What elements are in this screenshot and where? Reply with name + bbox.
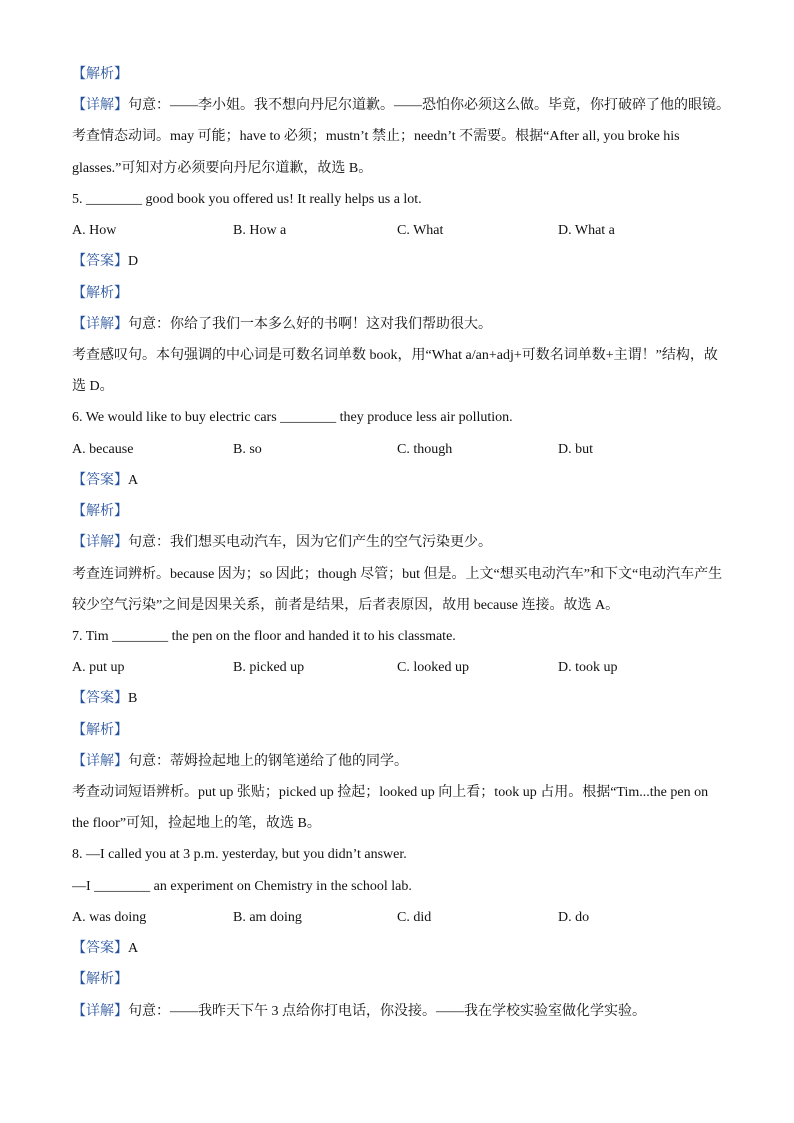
detail-row	[72, 309, 752, 340]
question-4-solution	[72, 59, 794, 184]
analysis-row	[72, 715, 752, 746]
answer-label: 【答案】	[72, 472, 128, 488]
question-6	[72, 402, 794, 621]
analysis-label: 【解析】	[72, 285, 128, 301]
option-c: C. did	[397, 909, 432, 925]
explanation-line: 考查感叹句。本句强调的中心词是可数名词单数 book，用“What a/an+adj+可数名词单数+主谓！”结构，故	[72, 347, 718, 363]
answer-row	[72, 683, 752, 714]
detail-label: 【详解】	[72, 98, 128, 114]
answer-label: 【答案】	[72, 941, 128, 957]
detail-label: 【详解】	[72, 753, 128, 769]
question-stem: 6. We would like to buy electric cars ________ they produce less air pollution.	[72, 410, 513, 426]
analysis-label: 【解析】	[72, 722, 128, 738]
question-stem: —I ________ an experiment on Chemistry in the school lab.	[72, 878, 412, 894]
detail-text: 句意：——李小姐。我不想向丹尼尔道歉。——恐怕你必须这么做。毕竟，你打破碎了他的眼镜。	[128, 98, 730, 114]
option-a: A. How	[72, 223, 117, 239]
option-d: D. took up	[558, 660, 618, 676]
option-row	[72, 652, 752, 683]
analysis-row	[72, 278, 752, 309]
question-8	[72, 839, 794, 1026]
analysis-row	[72, 59, 752, 90]
question-stem: 8. —I called you at 3 p.m. yesterday, but you didn’t answer.	[72, 847, 407, 863]
explanation-line: 考查情态动词。may 可能；have to 必须；mustn’t 禁止；needn’t 不需要。根据“After all, you broke his	[72, 129, 680, 145]
option-row	[72, 434, 752, 465]
answer-row	[72, 246, 752, 277]
option-a: A. put up	[72, 660, 125, 676]
answer-row	[72, 933, 752, 964]
option-d: D. do	[558, 909, 590, 925]
explanation-line: 考查动词短语辨析。put up 张贴；picked up 捡起；looked up 向上看；took up 占用。根据“Tim...the pen on	[72, 785, 709, 801]
option-row	[72, 902, 752, 933]
answer-label: 【答案】	[72, 691, 128, 707]
detail-text: 句意：蒂姆捡起地上的钢笔递给了他的同学。	[128, 753, 408, 769]
option-d: D. but	[558, 441, 593, 457]
detail-label: 【详解】	[72, 535, 128, 551]
detail-row	[72, 996, 752, 1027]
analysis-label: 【解析】	[72, 972, 128, 988]
question-stem: 5. ________ good book you offered us! It really helps us a lot.	[72, 191, 422, 207]
option-b: B. am doing	[233, 909, 302, 925]
answer-row	[72, 465, 752, 496]
detail-label: 【详解】	[72, 1003, 128, 1019]
option-c: C. looked up	[397, 660, 469, 676]
explanation-line: the floor”可知，捡起地上的笔，故选 B。	[72, 816, 321, 832]
option-a: A. was doing	[72, 909, 147, 925]
analysis-row	[72, 496, 752, 527]
option-row	[72, 215, 752, 246]
answer-value: A	[128, 941, 139, 957]
analysis-label: 【解析】	[72, 67, 128, 82]
detail-text: 句意：你给了我们一本多么好的书啊！这对我们帮助很大。	[128, 316, 492, 332]
question-7	[72, 621, 794, 840]
option-a: A. because	[72, 441, 134, 457]
detail-row	[72, 90, 752, 121]
detail-text: 句意：我们想买电动汽车，因为它们产生的空气污染更少。	[128, 535, 492, 551]
option-c: C. What	[397, 223, 444, 239]
detail-row	[72, 527, 752, 558]
explanation-line: 考查连词辨析。because 因为；so 因此；though 尽管；but 但是。上文“想买电动汽车”和下文“电动汽车产生	[72, 566, 723, 582]
answer-value: D	[128, 254, 139, 270]
answer-label: 【答案】	[72, 254, 128, 270]
explanation-line: 选 D。	[72, 379, 114, 395]
option-b: B. so	[233, 441, 262, 457]
detail-text: 句意：——我昨天下午 3 点给你打电话，你没接。——我在学校实验室做化学实验。	[128, 1003, 646, 1019]
answer-value: A	[128, 472, 139, 488]
option-d: D. What a	[558, 223, 615, 239]
analysis-label: 【解析】	[72, 504, 128, 520]
option-c: C. though	[397, 441, 453, 457]
option-b: B. How a	[233, 223, 287, 239]
question-stem: 7. Tim ________ the pen on the floor and handed it to his classmate.	[72, 628, 456, 644]
detail-row	[72, 746, 752, 777]
question-5	[72, 184, 794, 403]
answer-value: B	[128, 691, 138, 707]
analysis-row	[72, 964, 752, 995]
option-b: B. picked up	[233, 660, 305, 676]
detail-label: 【详解】	[72, 316, 128, 332]
explanation-line: glasses.”可知对方必须要向丹尼尔道歉，故选 B。	[72, 160, 373, 176]
explanation-line: 较少空气污染”之间是因果关系，前者是结果，后者表原因，故用 because 连接。故选 A。	[72, 597, 620, 613]
